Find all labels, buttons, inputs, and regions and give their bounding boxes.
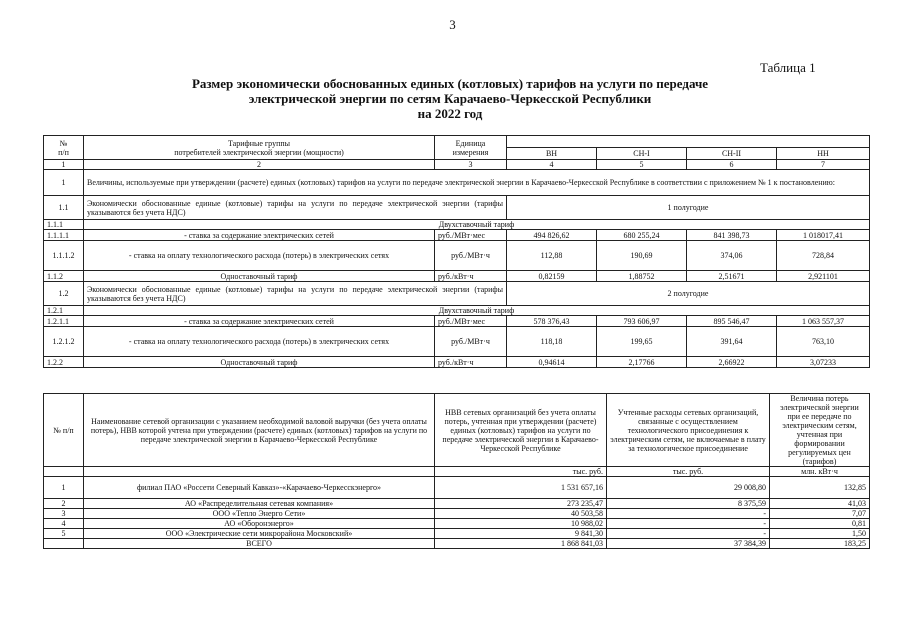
row-value: 763,10	[777, 327, 870, 357]
title-line-1: Размер экономически обоснованных единых (котловых) тарифов на услуги по передаче	[191, 76, 709, 91]
org-losses: 132,85	[770, 477, 870, 499]
header-org-name: Наименование сетевой организации с указанием необходимой валовой выручки (без учета оплаты потерь), НВВ которой учтена при утверждении (расчете) единых (котловых) тарифов на услуги по передаче электрической энергии в Карачаево-Черкесской Республике	[84, 394, 435, 467]
single-value: 3,07233	[777, 357, 870, 368]
table-label: Таблица 1	[760, 60, 816, 75]
row-name: - ставка за содержание электрических сетей	[84, 230, 435, 241]
single-unit: руб./кВт·ч	[435, 271, 507, 282]
half-text: Экономически обоснованные единые (котловые) тарифы на услуги по передаче электрической энергии (тарифы указываются без учета НДС)	[84, 282, 507, 306]
numbering-cell: 1	[44, 160, 84, 170]
single-value: 1,88752	[597, 271, 687, 282]
unit-blank	[44, 467, 84, 477]
row-num: 1.1.1.2	[44, 241, 84, 271]
org-name: ООО «Электрические сети микрорайона Московский»	[84, 529, 435, 539]
single-value: 2,17766	[597, 357, 687, 368]
row-value: 841 398,73	[687, 230, 777, 241]
single-num: 1.1.2	[44, 271, 84, 282]
section-text: Величины, используемые при утверждении (расчете) единых (котловых) тарифов на услуги по передаче электрической энергии в Карачаево-Черкесской Республике в соответствии с приложением № 1 к постановлению:	[84, 170, 870, 196]
single-value: 0,82159	[507, 271, 597, 282]
header-col-vn: ВН	[507, 148, 597, 160]
org-connection-costs: -	[607, 529, 770, 539]
org-connection-costs: 8 375,59	[607, 499, 770, 509]
header-num: № п/п	[44, 136, 84, 160]
row-name: - ставка на оплату технологического расхода (потерь) в электрических сетях	[84, 241, 435, 271]
half-num: 1.1	[44, 196, 84, 220]
org-name: ООО «Тепло Энерго Сети»	[84, 509, 435, 519]
tariff-table-grid	[43, 135, 870, 368]
row-value: 374,06	[687, 241, 777, 271]
single-value: 2,66922	[687, 357, 777, 368]
page-title	[130, 76, 770, 121]
header-nvv: НВВ сетевых организаций без учета оплаты потерь, учтенная при утверждении (расчете) единых (котловых) тарифов на услуги по передаче электрической энергии в Карачаево-Черкесской Республике	[435, 394, 607, 467]
title-line-2: электрической энергии по сетям Карачаево-Черкесской Республики	[248, 91, 652, 106]
row-num: 1.2.1.1	[44, 316, 84, 327]
row-unit: руб./МВт·мес	[435, 316, 507, 327]
org-name: филиал ПАО «Россети Северный Кавказ»-«Карачаево-Черкесскэнерго»	[84, 477, 435, 499]
single-num: 1.2.2	[44, 357, 84, 368]
header-group: Тарифные группы потребителей электрической энергии (мощности)	[84, 136, 435, 160]
header-col-sn2: СН-II	[687, 148, 777, 160]
unit-nvv: тыс. руб.	[435, 467, 607, 477]
header-losses: Величина потерь электрической энергии при ее передаче по электрическим сетям, учтенная при формировании регулируемых цен (тарифов)	[770, 394, 870, 467]
total-nvv: 1 868 841,03	[435, 539, 607, 549]
org-num: 4	[44, 519, 84, 529]
numbering-cell: 3	[435, 160, 507, 170]
half-period: 2 полугодие	[507, 282, 870, 306]
row-value: 1 063 557,37	[777, 316, 870, 327]
org-connection-costs: 29 008,80	[607, 477, 770, 499]
numbering-cell: 7	[777, 160, 870, 170]
half-period: 1 полугодие	[507, 196, 870, 220]
row-unit: руб./МВт·ч	[435, 241, 507, 271]
numbering-cell: 5	[597, 160, 687, 170]
single-value: 2,921101	[777, 271, 870, 282]
row-value: 112,88	[507, 241, 597, 271]
row-value: 895 546,47	[687, 316, 777, 327]
org-name: АО «Распределительная сетевая компания»	[84, 499, 435, 509]
header-col-nn: НН	[777, 148, 870, 160]
numbering-cell: 6	[687, 160, 777, 170]
header-col-sn1: СН-I	[597, 148, 687, 160]
org-nvv: 273 235,47	[435, 499, 607, 509]
half-text: Экономически обоснованные единые (котловые) тарифы на услуги по передаче электрической энергии (тарифы указываются без учета НДС)	[84, 196, 507, 220]
row-name: - ставка на оплату технологического расхода (потерь) в электрических сетях	[84, 327, 435, 357]
org-nvv: 10 988,02	[435, 519, 607, 529]
unit-connection-costs: тыс. руб.	[607, 467, 770, 477]
org-losses: 7,07	[770, 509, 870, 519]
org-nvv: 40 503,58	[435, 509, 607, 519]
row-value: 680 255,24	[597, 230, 687, 241]
org-losses: 41,03	[770, 499, 870, 509]
half-num: 1.2	[44, 282, 84, 306]
total-losses: 183,25	[770, 539, 870, 549]
page-number: 3	[449, 17, 456, 32]
row-unit: руб./МВт·ч	[435, 327, 507, 357]
org-connection-costs: -	[607, 509, 770, 519]
section-num: 1	[44, 170, 84, 196]
row-value: 793 606,97	[597, 316, 687, 327]
org-num: 3	[44, 509, 84, 519]
numbering-cell: 4	[507, 160, 597, 170]
org-num: 2	[44, 499, 84, 509]
network-orgs-table	[43, 393, 870, 549]
total-num-blank	[44, 539, 84, 549]
single-name: Одноставочный тариф	[84, 357, 435, 368]
org-name: АО «Оборонэнерго»	[84, 519, 435, 529]
unit-losses: млн. кВт·ч	[770, 467, 870, 477]
header-connection-costs: Учтенные расходы сетевых организаций, связанные с осуществлением технологического присоединения к электрическим сетям, не включаемые в плату за технологическое присоединение	[607, 394, 770, 467]
row-value: 118,18	[507, 327, 597, 357]
row-value: 494 826,62	[507, 230, 597, 241]
two-part-num: 1.2.1	[44, 306, 84, 316]
org-nvv: 9 841,30	[435, 529, 607, 539]
single-name: Одноставочный тариф	[84, 271, 435, 282]
header-num: № п/п	[44, 394, 84, 467]
two-part-label: Двухставочный тариф	[84, 306, 870, 316]
total-connection-costs: 37 384,39	[607, 539, 770, 549]
header-unit: Единица измерения	[435, 136, 507, 160]
org-connection-costs: -	[607, 519, 770, 529]
org-losses: 0,81	[770, 519, 870, 529]
row-value: 199,65	[597, 327, 687, 357]
header-voltage-blank	[507, 136, 870, 148]
row-value: 728,84	[777, 241, 870, 271]
row-value: 391,64	[687, 327, 777, 357]
row-value: 1 018017,41	[777, 230, 870, 241]
total-label: ВСЕГО	[84, 539, 435, 549]
row-value: 190,69	[597, 241, 687, 271]
single-value: 2,51671	[687, 271, 777, 282]
row-name: - ставка за содержание электрических сетей	[84, 316, 435, 327]
row-unit: руб./МВт·мес	[435, 230, 507, 241]
org-num: 1	[44, 477, 84, 499]
org-num: 5	[44, 529, 84, 539]
title-line-3: на 2022 год	[417, 106, 483, 121]
row-num: 1.1.1.1	[44, 230, 84, 241]
unit-blank	[84, 467, 435, 477]
two-part-num: 1.1.1	[44, 220, 84, 230]
single-unit: руб./кВт·ч	[435, 357, 507, 368]
single-value: 0,94614	[507, 357, 597, 368]
two-part-label: Двухставочный тариф	[84, 220, 870, 230]
row-value: 578 376,43	[507, 316, 597, 327]
numbering-cell: 2	[84, 160, 435, 170]
org-losses: 1,50	[770, 529, 870, 539]
org-nvv: 1 531 657,16	[435, 477, 607, 499]
row-num: 1.2.1.2	[44, 327, 84, 357]
